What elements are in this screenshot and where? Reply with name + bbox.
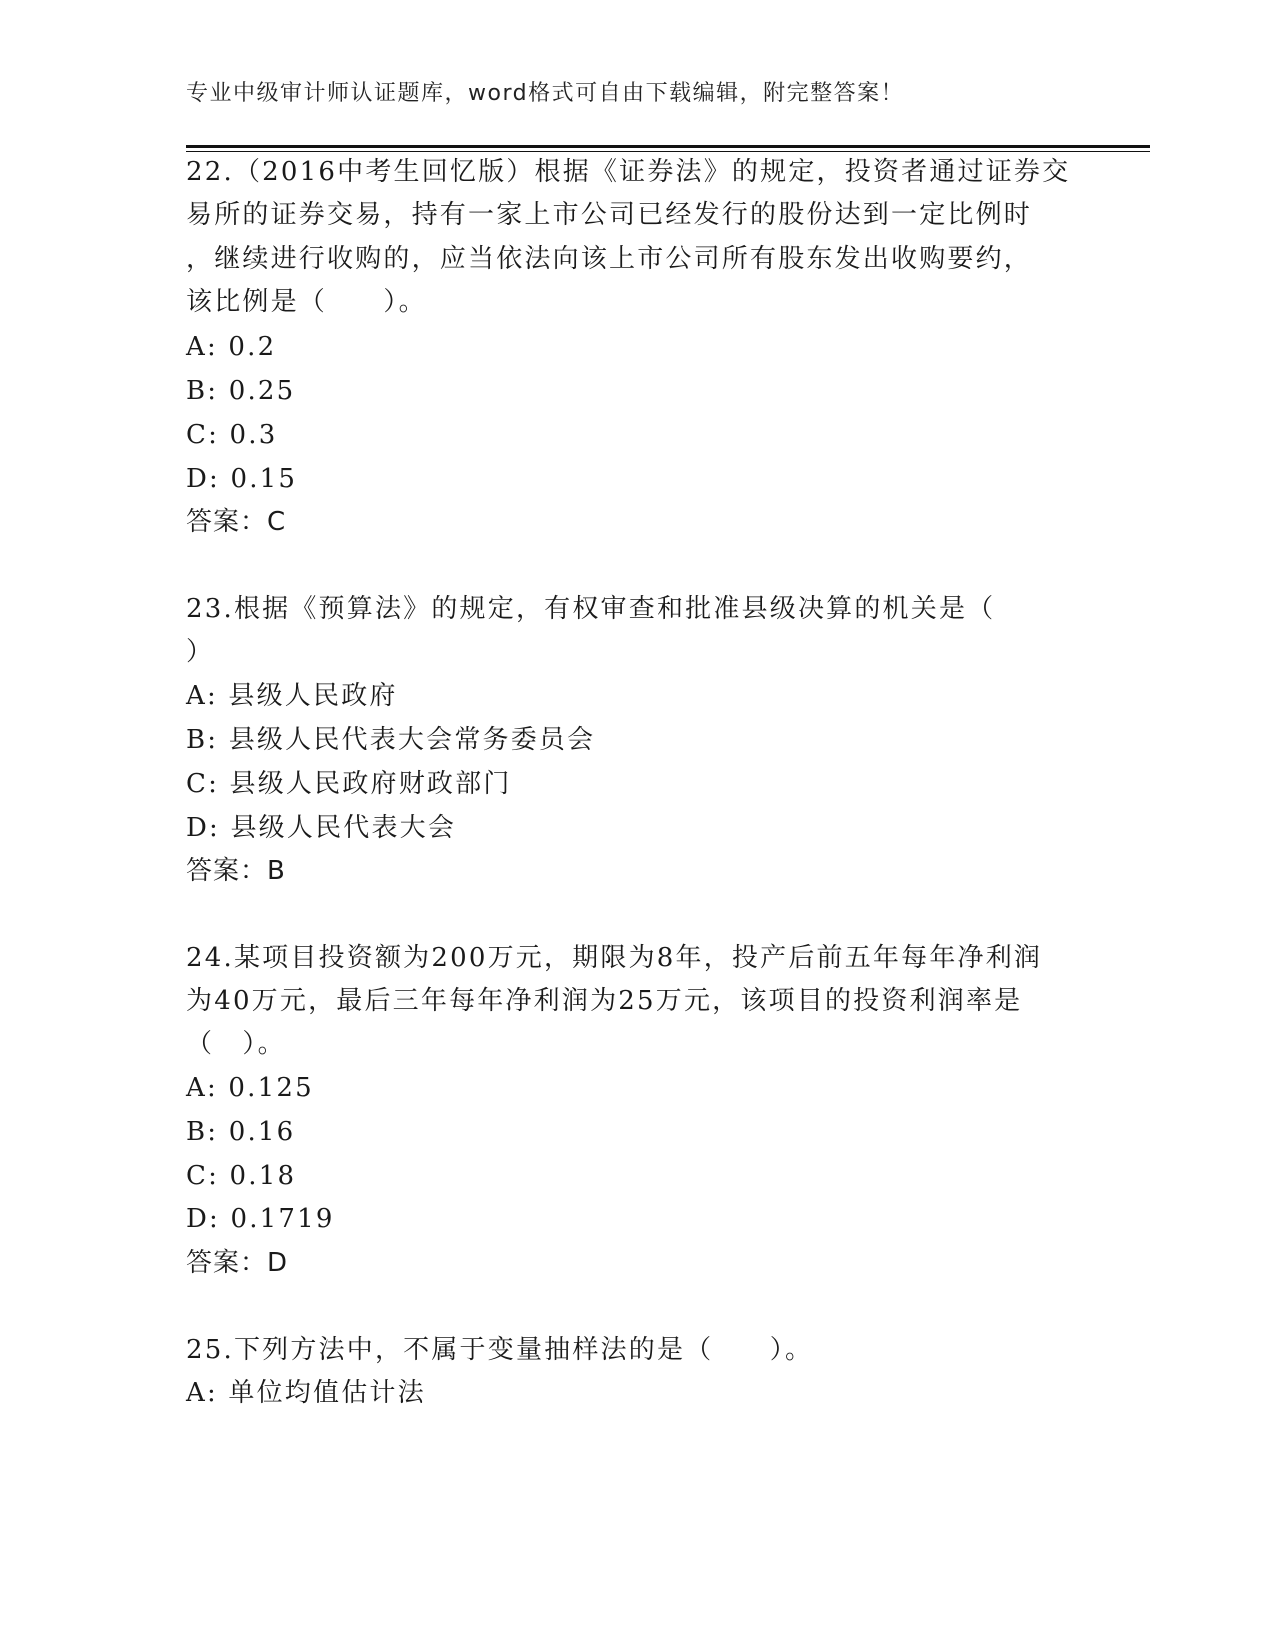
question-22-option-c: C: 0.3 xyxy=(186,420,278,450)
question-22-stem-line-2: 易所的证券交易，持有一家上市公司已经发行的股份达到一定比例时 xyxy=(186,200,1033,230)
question-22-option-b: B: 0.25 xyxy=(186,376,296,406)
question-24-option-b: B: 0.16 xyxy=(186,1117,296,1147)
question-22-stem-line-4: 该比例是（ ）。 xyxy=(186,287,427,317)
question-24-option-a: A: 0.125 xyxy=(186,1073,314,1103)
question-22-answer: 答案：C xyxy=(186,507,287,537)
question-22-stem-line-3: ，继续进行收购的，应当依法向该上市公司所有股东发出收购要约， xyxy=(186,244,1033,274)
question-23-option-d: D: 县级人民代表大会 xyxy=(186,813,457,843)
question-24-stem-line-1: 24.某项目投资额为200万元，期限为8年，投产后前五年每年净利润 xyxy=(186,943,1043,973)
question-23-answer: 答案：B xyxy=(186,856,286,886)
question-22-stem-line-1: 22.（2016中考生回忆版）根据《证券法》的规定，投资者通过证券交 xyxy=(186,157,1071,187)
header-rule-thin xyxy=(186,151,1150,152)
question-23-option-a: A: 县级人民政府 xyxy=(186,681,398,711)
question-23-option-b: B: 县级人民代表大会常务委员会 xyxy=(186,725,596,755)
question-24-stem-line-3: （ ）。 xyxy=(186,1029,286,1059)
question-25-stem-line-1: 25.下列方法中，不属于变量抽样法的是（ ）。 xyxy=(186,1335,814,1365)
question-22-option-d: D: 0.15 xyxy=(186,464,298,494)
page-header: 专业中级审计师认证题库，word格式可自由下载编辑，附完整答案！ xyxy=(186,81,905,106)
question-24-answer: 答案：D xyxy=(186,1248,289,1278)
question-23-option-c: C: 县级人民政府财政部门 xyxy=(186,769,512,799)
question-24-option-d: D: 0.1719 xyxy=(186,1204,335,1234)
question-23-stem-line-2: ） xyxy=(186,637,215,667)
header-rule-thick xyxy=(186,145,1150,148)
question-25-option-a: A: 单位均值估计法 xyxy=(186,1378,426,1408)
question-23-stem-line-1: 23.根据《预算法》的规定，有权审查和批准县级决算的机关是（ xyxy=(186,594,996,624)
question-22-option-a: A: 0.2 xyxy=(186,332,277,362)
question-24-stem-line-2: 为40万元，最后三年每年净利润为25万元，该项目的投资利润率是 xyxy=(186,986,1023,1016)
question-24-option-c: C: 0.18 xyxy=(186,1161,297,1191)
